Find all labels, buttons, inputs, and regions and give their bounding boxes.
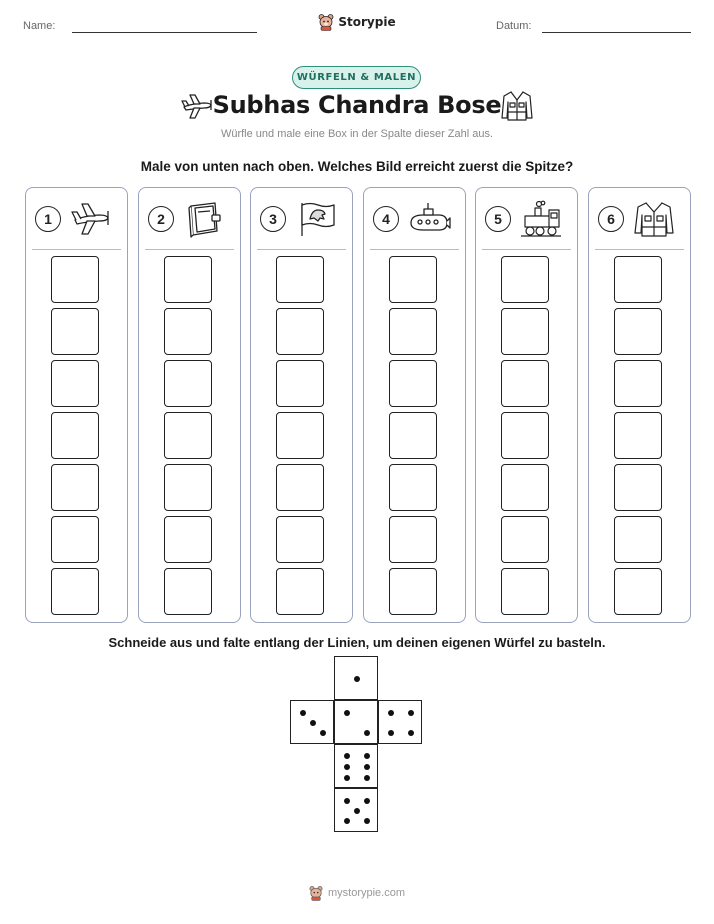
- color-box[interactable]: [614, 308, 662, 355]
- brand-name: Storypie: [338, 15, 396, 29]
- cut-instruction: Schneide aus und falte entlang der Linien, um deinen eigenen Würfel zu basteln.: [108, 635, 606, 650]
- color-box[interactable]: [51, 360, 99, 407]
- color-box[interactable]: [389, 412, 437, 459]
- column-5: [475, 187, 578, 623]
- color-box[interactable]: [276, 308, 324, 355]
- color-box[interactable]: [51, 568, 99, 615]
- color-box[interactable]: [276, 360, 324, 407]
- die-face-2: [334, 700, 378, 744]
- color-box[interactable]: [501, 516, 549, 563]
- uniform-icon: [632, 200, 676, 238]
- game-instruction: Male von unten nach oben. Welches Bild erreicht zuerst die Spitze?: [140, 159, 574, 174]
- column-1: [25, 187, 128, 623]
- color-box[interactable]: [389, 360, 437, 407]
- bear-logo-icon: [309, 885, 323, 901]
- color-box[interactable]: [614, 516, 662, 563]
- die-face-6: [334, 744, 378, 788]
- die-face-4: [378, 700, 422, 744]
- train-icon: [519, 200, 563, 238]
- color-box[interactable]: [164, 256, 212, 303]
- diary-icon: [182, 200, 226, 238]
- footer: [0, 885, 714, 901]
- category-badge: WÜRFELN & MALEN: [292, 66, 421, 89]
- color-box[interactable]: [501, 568, 549, 615]
- color-box[interactable]: [164, 308, 212, 355]
- color-box[interactable]: [614, 464, 662, 511]
- date-label: Datum:: [496, 20, 532, 32]
- color-box[interactable]: [614, 568, 662, 615]
- color-box[interactable]: [276, 464, 324, 511]
- column-number: 6: [598, 206, 624, 232]
- color-box[interactable]: [51, 256, 99, 303]
- color-box[interactable]: [614, 360, 662, 407]
- color-box[interactable]: [51, 464, 99, 511]
- color-box[interactable]: [389, 516, 437, 563]
- color-box[interactable]: [501, 256, 549, 303]
- color-box[interactable]: [614, 412, 662, 459]
- column-2: [138, 187, 241, 623]
- airplane-icon: [69, 200, 113, 238]
- die-face-3: [290, 700, 334, 744]
- name-line[interactable]: [72, 32, 257, 33]
- color-box[interactable]: [276, 568, 324, 615]
- color-box[interactable]: [51, 516, 99, 563]
- color-box[interactable]: [51, 412, 99, 459]
- color-box[interactable]: [501, 412, 549, 459]
- column-number: 2: [148, 206, 174, 232]
- color-box[interactable]: [614, 256, 662, 303]
- column-number: 3: [260, 206, 286, 232]
- uniform-icon: [500, 88, 534, 122]
- footer-url: mystorypie.com: [327, 887, 406, 899]
- color-box[interactable]: [164, 412, 212, 459]
- color-box[interactable]: [389, 464, 437, 511]
- color-box[interactable]: [276, 256, 324, 303]
- color-box[interactable]: [276, 516, 324, 563]
- submarine-icon: [407, 200, 451, 238]
- column-4: [363, 187, 466, 623]
- column-6: [588, 187, 691, 623]
- name-label: Name:: [23, 20, 56, 32]
- date-line[interactable]: [542, 32, 691, 33]
- color-box[interactable]: [389, 256, 437, 303]
- color-box[interactable]: [164, 568, 212, 615]
- bear-logo-icon: [318, 13, 334, 31]
- brand-logo: [0, 13, 714, 31]
- die-face-1: [334, 656, 378, 700]
- color-box[interactable]: [389, 568, 437, 615]
- color-box[interactable]: [276, 412, 324, 459]
- color-box[interactable]: [164, 464, 212, 511]
- flag-icon: [294, 200, 338, 238]
- color-box[interactable]: [501, 308, 549, 355]
- subtitle: Würfle und male eine Box in der Spalte dieser Zahl aus.: [220, 128, 494, 140]
- die-face-5: [334, 788, 378, 832]
- color-box[interactable]: [501, 360, 549, 407]
- color-box[interactable]: [501, 464, 549, 511]
- column-number: 5: [485, 206, 511, 232]
- column-3: [250, 187, 353, 623]
- color-box[interactable]: [164, 360, 212, 407]
- page-title: Subhas Chandra Bose: [212, 91, 502, 119]
- column-number: 4: [373, 206, 399, 232]
- color-box[interactable]: [389, 308, 437, 355]
- column-number: 1: [35, 206, 61, 232]
- color-box[interactable]: [164, 516, 212, 563]
- color-box[interactable]: [51, 308, 99, 355]
